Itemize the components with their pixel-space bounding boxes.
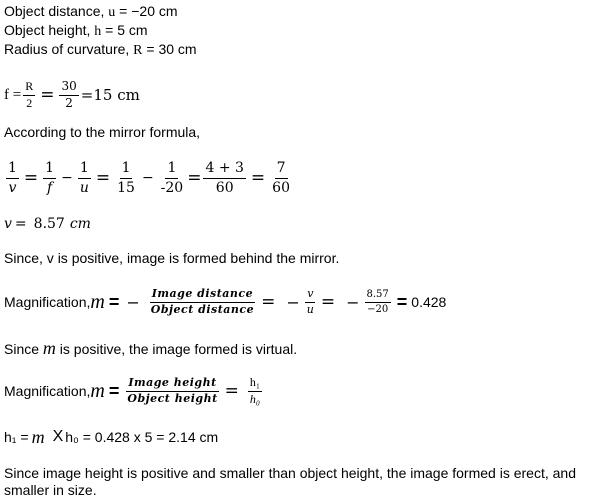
equals: = [14,216,27,232]
equals: = [320,292,336,312]
label: Radius of curvature, [4,41,134,57]
symbol-h: h [94,24,102,39]
minus: − [286,292,300,312]
conclusion-line-1: Since image height is positive and smaller than object height, the image formed is erect, and [4,465,576,481]
prefix: Since [4,341,43,357]
label: Object distance, [4,3,109,19]
given-object-height [4,22,148,40]
numerator: Image distance [150,288,255,303]
fraction-7sum-over-60 [203,160,245,195]
mirror-formula-equation [4,157,294,199]
numerator: 8.57 [365,289,391,303]
numerator: Image height [126,377,218,392]
fraction-7-over-60 [270,160,292,195]
value: = 5 cm [101,22,148,38]
numerator: v [305,288,315,303]
fraction-h1-over-h0 [248,376,262,407]
value: = 30 cm [142,41,197,57]
numerator: 1 [43,160,56,178]
denominator: Object distance [150,302,255,316]
since-v-statement: Since, v is positive, image is formed behind the mirror. [4,250,340,266]
magnification-result: 0.428 [411,294,447,310]
numerator: 30 [59,80,78,96]
equals: = [23,168,39,188]
denominator: 60 [272,179,290,196]
fraction-1-over-neg20 [159,160,186,195]
image-height-calculation [4,427,218,447]
suffix: is positive, the image formed is virtual. [55,341,298,357]
denominator: h₀ [249,391,261,406]
denominator: f [47,179,53,196]
denominator: u [79,179,89,196]
equals: = [108,380,120,401]
numerator: 7 [275,160,288,178]
label: Magnification, [4,294,91,310]
v-unit: cm [69,216,91,232]
equals: = [224,381,239,401]
focal-length-equation [4,76,140,114]
fraction-857-over-neg20 [365,289,391,315]
denominator: v [8,179,17,196]
denominator: Object height [127,391,218,405]
denominator: 15 [117,179,135,196]
fraction-1-over-v [6,160,19,195]
mirror-formula-intro: According to the mirror formula, [4,124,201,140]
symbol-r: R [133,43,143,58]
denominator: −20 [367,303,389,315]
minus: − [126,292,140,312]
given-object-distance [4,3,178,21]
symbol-m: m [31,426,45,447]
numerator: 4 + 3 [203,160,245,178]
since-m-statement [4,340,297,358]
fraction-1-over-15 [115,160,137,195]
denominator: -20 [160,179,184,196]
fraction-30-over-2 [59,80,78,111]
equals: = [95,168,111,188]
symbol-m: m [90,290,105,313]
equals: = [40,85,55,105]
equals: = [187,168,202,188]
value: = −20 cm [115,3,178,19]
v-result [4,214,91,234]
denominator: 2 [26,95,33,110]
symbol-v: v [4,216,12,232]
fraction-v-over-u [305,288,316,316]
denominator: 60 [215,179,234,196]
numerator: h₁ [248,376,262,392]
f-lhs: f = [4,86,22,103]
fraction-image-over-object-height [125,377,219,405]
label: Magnification, [4,383,91,399]
numerator: R [23,80,35,96]
numerator: 1 [6,160,19,178]
magnification-height-equation [4,371,264,411]
magnification-distance-equation [4,282,446,322]
times-sign: X [52,428,64,445]
conclusion-line-2: smaller in size. [4,482,97,498]
calculation-rest: h₀ = 0.428 x 5 = 2.14 cm [65,429,219,445]
fraction-1-over-u [78,160,91,195]
numerator: 1 [78,160,91,178]
label: Object height, [4,22,95,38]
focal-result: =15 cm [80,86,140,104]
fraction-1-over-f [43,160,56,195]
minus: − [346,292,360,312]
symbol-m: m [42,338,56,358]
given-radius [4,41,197,59]
denominator: 2 [65,95,73,110]
minus: − [141,170,154,186]
equals: = [250,168,266,188]
denominator: u [306,302,314,316]
symbol-u: u [108,5,116,20]
equals: = [108,291,120,312]
equals: = [396,291,408,312]
v-value: 8.57 [33,216,65,232]
equals: = [261,292,276,312]
fraction-image-over-object-distance [149,288,256,316]
minus: − [61,170,73,186]
numerator: 1 [165,160,178,178]
numerator: 1 [120,160,133,178]
symbol-m: m [90,379,105,402]
lhs: h₁ = [4,429,29,445]
fraction-r-over-2 [23,80,35,111]
